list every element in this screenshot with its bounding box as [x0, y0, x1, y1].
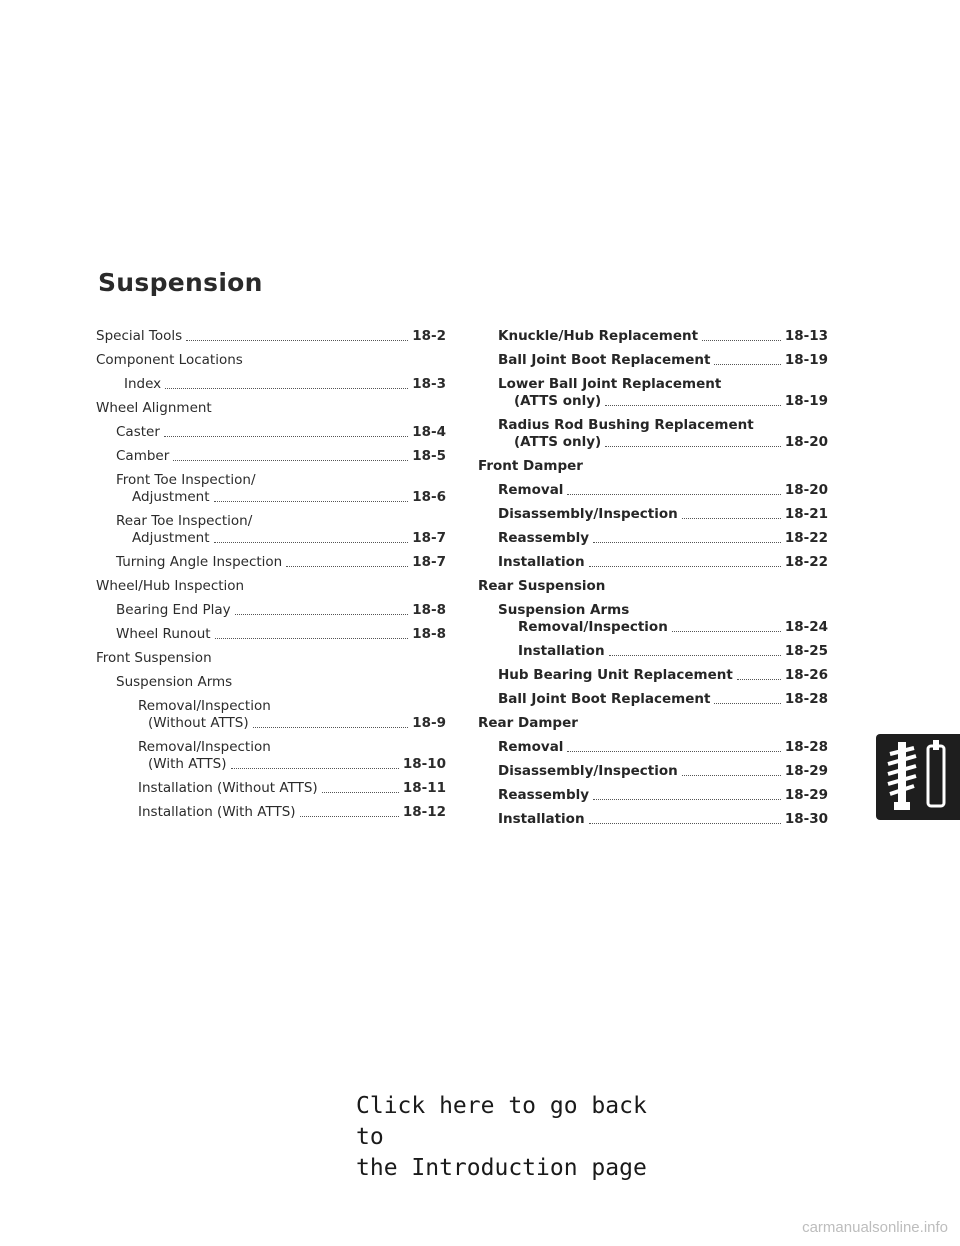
dot-leader	[214, 542, 409, 543]
toc-entry-front-damper-removal[interactable]	[498, 482, 828, 499]
toc-entry-label-line2: (ATTS only)	[514, 393, 602, 409]
toc-page-number: 18-7	[412, 554, 446, 570]
toc-entry-rear-damper-removal[interactable]	[498, 739, 828, 756]
toc-entry-bearing-end-play[interactable]	[116, 602, 446, 619]
toc-entry-label: Disassembly/Inspection	[498, 506, 678, 522]
dot-leader	[737, 679, 781, 680]
dot-leader	[165, 388, 408, 389]
toc-entry-hub-bearing-unit[interactable]	[498, 667, 828, 684]
toc-entry-label-line2: Adjustment	[132, 489, 210, 505]
dot-leader	[682, 775, 781, 776]
toc-entry-label: Installation	[518, 643, 605, 659]
toc-entry-front-damper-disassembly[interactable]	[498, 506, 828, 523]
toc-entry-installation-with-atts[interactable]	[138, 804, 446, 821]
toc-entry-label: Wheel Runout	[116, 626, 211, 642]
toc-entry-label: Installation	[498, 554, 585, 570]
toc-page-number: 18-8	[412, 626, 446, 642]
toc-entry-lower-ball-joint[interactable]	[498, 376, 828, 410]
toc-page-number: 18-19	[784, 352, 828, 368]
toc-entry-removal-without-atts[interactable]	[138, 698, 446, 732]
toc-page-number: 18-24	[784, 619, 828, 635]
dot-leader	[253, 727, 409, 728]
toc-page-number: 18-28	[784, 739, 828, 755]
toc-heading-front-damper: Front Damper	[478, 458, 583, 474]
dot-leader	[672, 631, 781, 632]
toc-entry-caster[interactable]	[116, 424, 446, 441]
toc-page-number: 18-22	[784, 554, 828, 570]
toc-page-number: 18-8	[412, 602, 446, 618]
toc-page-number: 18-11	[402, 780, 446, 796]
toc-page-number: 18-5	[412, 448, 446, 464]
toc-entry-label: Caster	[116, 424, 160, 440]
toc-entry-label-line2: (With ATTS)	[148, 756, 227, 772]
dot-leader	[714, 703, 780, 704]
toc-heading-rear-suspension: Rear Suspension	[478, 578, 606, 594]
section-thumb-tab[interactable]	[876, 734, 960, 820]
toc-entry-rear-damper-disassembly[interactable]	[498, 763, 828, 780]
toc-page-number: 18-25	[784, 643, 828, 659]
toc-heading-front-suspension: Front Suspension	[96, 650, 212, 666]
toc-entry-label: Disassembly/Inspection	[498, 763, 678, 779]
toc-entry-label: Ball Joint Boot Replacement	[498, 352, 711, 368]
toc-page-number: 18-12	[402, 804, 446, 820]
toc-entry-rear-arms-removal[interactable]	[518, 619, 828, 636]
toc-entry-turning-angle[interactable]	[116, 554, 446, 571]
toc-heading-wheel-alignment: Wheel Alignment	[96, 400, 212, 416]
toc-left-column	[96, 328, 446, 821]
toc-page-number: 18-29	[784, 787, 828, 803]
back-to-introduction-link[interactable]	[356, 1091, 676, 1184]
dot-leader	[682, 518, 781, 519]
toc-entry-front-toe[interactable]	[116, 472, 446, 506]
toc-heading-rear-suspension-arms: Suspension Arms	[498, 602, 630, 618]
toc-entry-label: Reassembly	[498, 530, 590, 546]
toc-entry-label-line2: (Without ATTS)	[148, 715, 249, 731]
toc-page-number: 18-10	[402, 756, 446, 772]
toc-entry-label-line2: (ATTS only)	[514, 434, 602, 450]
dot-leader	[235, 614, 409, 615]
toc-entry-rear-arms-installation[interactable]	[518, 643, 828, 660]
toc-entry-label: Index	[124, 376, 162, 392]
page-title: Suspension	[98, 268, 263, 297]
toc-entry-label: Camber	[116, 448, 170, 464]
toc-entry-special-tools[interactable]	[96, 328, 446, 345]
toc-entry-label: Turning Angle Inspection	[116, 554, 283, 570]
toc-page-number: 18-4	[412, 424, 446, 440]
toc-entry-label-line1: Radius Rod Bushing Replacement	[498, 417, 754, 433]
site-watermark: carmanualsonline.info	[802, 1219, 948, 1236]
dot-leader	[286, 566, 408, 567]
dot-leader	[567, 751, 780, 752]
toc-entry-label: Installation (With ATTS)	[138, 804, 296, 820]
toc-entry-knuckle-hub[interactable]	[498, 328, 828, 345]
toc-page-number: 18-13	[784, 328, 828, 344]
toc-entry-camber[interactable]	[116, 448, 446, 465]
link-line2: the Introduction page	[356, 1155, 647, 1181]
toc-entry-wheel-runout[interactable]	[116, 626, 446, 643]
toc-entry-label: Bearing End Play	[116, 602, 231, 618]
dot-leader	[714, 364, 780, 365]
toc-entry-label-line1: Lower Ball Joint Replacement	[498, 376, 722, 392]
dot-leader	[593, 799, 781, 800]
toc-entry-rear-toe[interactable]	[116, 513, 446, 547]
dot-leader	[609, 655, 781, 656]
dot-leader	[605, 405, 781, 406]
toc-heading-wheel-hub: Wheel/Hub Inspection	[96, 578, 245, 594]
toc-entry-label-line1: Removal/Inspection	[138, 739, 271, 755]
toc-entry-label-line2: Adjustment	[132, 530, 210, 546]
dot-leader	[593, 542, 781, 543]
toc-entry-label-line1: Removal/Inspection	[138, 698, 271, 714]
toc-entry-rear-damper-reassembly[interactable]	[498, 787, 828, 804]
toc-entry-ball-joint-boot-rear[interactable]	[498, 691, 828, 708]
toc-entry-index[interactable]	[124, 376, 446, 393]
dot-leader	[186, 340, 408, 341]
toc-page-number: 18-22	[784, 530, 828, 546]
toc-entry-installation-without-atts[interactable]	[138, 780, 446, 797]
dot-leader	[589, 823, 781, 824]
toc-entry-label: Knuckle/Hub Replacement	[498, 328, 699, 344]
toc-entry-label-line1: Rear Toe Inspection/	[116, 513, 253, 529]
toc-entry-front-damper-installation[interactable]	[498, 554, 828, 571]
toc-entry-rear-damper-installation[interactable]	[498, 811, 828, 828]
toc-page-number: 18-2	[412, 328, 446, 344]
dot-leader	[214, 501, 409, 502]
shock-absorber-icon	[876, 734, 960, 820]
toc-entry-label: Removal	[498, 739, 564, 755]
toc-right-column	[478, 328, 828, 828]
toc-page-number: 18-26	[784, 667, 828, 683]
toc-page-number: 18-30	[784, 811, 828, 827]
toc-entry-label: Ball Joint Boot Replacement	[498, 691, 711, 707]
toc-entry-radius-rod-bushing[interactable]	[498, 417, 828, 451]
dot-leader	[231, 768, 399, 769]
toc-heading-suspension-arms: Suspension Arms	[116, 674, 233, 690]
toc-entry-label: Special Tools	[96, 328, 183, 344]
toc-heading-rear-damper: Rear Damper	[478, 715, 578, 731]
toc-entry-label: Installation (Without ATTS)	[138, 780, 318, 796]
toc-page-number: 18-9	[412, 715, 446, 731]
toc-entry-label: Removal	[498, 482, 564, 498]
link-line1: Click here to go back to	[356, 1093, 647, 1150]
dot-leader	[605, 446, 781, 447]
dot-leader	[322, 792, 399, 793]
toc-entry-removal-with-atts[interactable]	[138, 739, 446, 773]
dot-leader	[173, 460, 408, 461]
toc-page-number: 18-28	[784, 691, 828, 707]
dot-leader	[300, 816, 399, 817]
dot-leader	[589, 566, 781, 567]
toc-page-number: 18-3	[412, 376, 446, 392]
dot-leader	[702, 340, 781, 341]
toc-page-number: 18-20	[784, 482, 828, 498]
dot-leader	[567, 494, 780, 495]
toc-page-number: 18-19	[784, 393, 828, 409]
toc-entry-label-line1: Front Toe Inspection/	[116, 472, 256, 488]
dot-leader	[215, 638, 409, 639]
toc-heading-component-locations: Component Locations	[96, 352, 243, 368]
toc-entry-front-damper-reassembly[interactable]	[498, 530, 828, 547]
toc-page-number: 18-21	[784, 506, 828, 522]
toc-entry-ball-joint-boot-front[interactable]	[498, 352, 828, 369]
toc-page-number: 18-29	[784, 763, 828, 779]
toc-entry-label: Removal/Inspection	[518, 619, 668, 635]
toc-page-number: 18-20	[784, 434, 828, 450]
toc-entry-label: Reassembly	[498, 787, 590, 803]
toc-page-number: 18-6	[412, 489, 446, 505]
toc-entry-label: Installation	[498, 811, 585, 827]
toc-page-number: 18-7	[412, 530, 446, 546]
toc-entry-label: Hub Bearing Unit Replacement	[498, 667, 733, 683]
dot-leader	[164, 436, 408, 437]
